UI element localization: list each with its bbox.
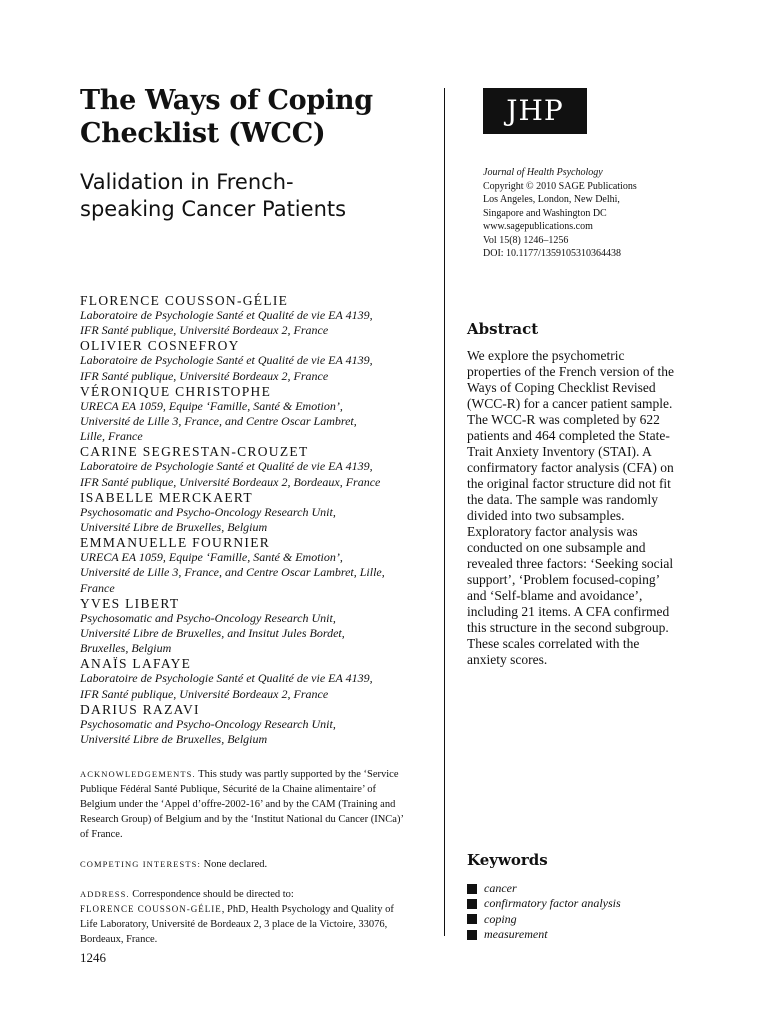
keyword-list xyxy=(467,881,703,942)
square-bullet-icon xyxy=(467,930,477,940)
affiliation-line: Université de Lille 3, France, and Centre Oscar Lambret, Lille, xyxy=(80,565,385,580)
affiliation-line: Psychosomatic and Psycho-Oncology Research Unit, xyxy=(80,716,336,731)
affiliation-line: Bruxelles, Belgium xyxy=(80,641,172,656)
keyword-item xyxy=(467,927,703,942)
affiliation-line: IFR Santé publique, Université Bordeaux 2, France xyxy=(80,686,329,701)
affiliation-line: IFR Santé publique, Université Bordeaux 2, France xyxy=(80,323,329,338)
author-list xyxy=(80,293,432,747)
author-entry xyxy=(80,490,432,535)
abstract-line: revealed three factors: ‘Seeking social xyxy=(467,556,674,571)
affiliation-line: Université Libre de Bruxelles, Belgium xyxy=(80,520,268,535)
affiliation-line: Laboratoire de Psychologie Santé et Qualité de vie EA 4139, xyxy=(80,308,373,322)
address-heading: ADDRESS. xyxy=(80,889,130,900)
correspondence-author: FLORENCE COUSSON-GÉLIE xyxy=(80,904,222,915)
affiliation-line: Université Libre de Bruxelles, Belgium xyxy=(80,732,268,747)
keyword-text: measurement xyxy=(484,926,548,941)
abstract-line: Ways of Coping Checklist Revised xyxy=(467,380,656,395)
abstract-section xyxy=(467,320,703,668)
article-title xyxy=(80,84,432,150)
journal-info-line: Vol 15(8) 1246–1256 xyxy=(483,234,569,246)
author-name: OLIVIER COSNEFROY xyxy=(80,338,240,354)
title-line: Checklist (WCC) xyxy=(80,118,326,149)
author-affiliation xyxy=(80,399,432,445)
abstract-text xyxy=(467,348,703,668)
abstract-line: The WCC-R was completed by 622 xyxy=(467,412,660,427)
affiliation-line: URECA EA 1059, Equipe ‘Famille, Santé & Emotion’, xyxy=(80,398,343,413)
acknowledgements-note xyxy=(80,767,432,842)
author-entry xyxy=(80,338,432,383)
author-name: DARIUS RAZAVI xyxy=(80,701,200,717)
journal-info-line: www.sagepublications.com xyxy=(483,221,593,232)
abstract-line: patients and 464 completed the State- xyxy=(467,428,670,443)
keywords-section xyxy=(467,851,703,942)
author-entry xyxy=(80,444,432,489)
abstract-line: the original factor structure did not fit xyxy=(467,476,671,491)
journal-info-line: DOI: 10.1177/1359105310364438 xyxy=(483,248,621,259)
abstract-line: divided into two subsamples. xyxy=(467,508,625,523)
column-divider xyxy=(444,88,445,936)
address-line: Life Laboratory, Université de Bordeaux 2, 3 place de la Victoire, 33076, xyxy=(80,919,388,931)
affiliation-line: Laboratoire de Psychologie Santé et Qualité de vie EA 4139, xyxy=(80,671,373,686)
author-entry xyxy=(80,535,432,596)
address-line: , PhD, Health Psychology and Quality of xyxy=(221,904,394,916)
article-notes xyxy=(80,767,432,947)
author-name: CARINE SEGRESTAN-CROUZET xyxy=(80,444,309,460)
affiliation-line: France xyxy=(80,580,115,595)
journal-logo: JHP xyxy=(483,88,587,134)
left-column xyxy=(80,84,432,962)
author-entry xyxy=(80,384,432,445)
abstract-line: We explore the psychometric xyxy=(467,348,625,363)
note-line: of France. xyxy=(80,829,123,841)
author-affiliation xyxy=(80,505,432,535)
author-name: FLORENCE COUSSON-GÉLIE xyxy=(80,293,289,308)
keyword-text: coping xyxy=(484,911,517,926)
abstract-line: These scales correlated with the xyxy=(467,636,640,651)
author-entry xyxy=(80,596,432,657)
address-note xyxy=(80,887,432,947)
author-affiliation xyxy=(80,550,432,596)
author-name: VÉRONIQUE CHRISTOPHE xyxy=(80,383,272,399)
abstract-line: (WCC-R) for a cancer patient sample. xyxy=(467,396,673,411)
abstract-heading: Abstract xyxy=(467,320,539,338)
square-bullet-icon xyxy=(467,899,477,909)
affiliation-line: IFR Santé publique, Université Bordeaux 2, Bordeaux, France xyxy=(80,474,381,489)
keyword-text: cancer xyxy=(484,881,517,895)
article-subtitle xyxy=(80,169,432,223)
address-line: Bordeaux, France. xyxy=(80,934,158,946)
affiliation-line: Psychosomatic and Psycho-Oncology Research Unit, xyxy=(80,504,336,519)
author-affiliation xyxy=(80,671,432,701)
author-name: YVES LIBERT xyxy=(80,595,180,611)
note-line: This study was partly supported by the ‘Service xyxy=(198,769,399,781)
title-line: The Ways of Coping xyxy=(80,85,373,116)
abstract-line: support’, ‘Problem focused-coping’ xyxy=(467,572,661,587)
competing-interests-heading: COMPETING INTERESTS: xyxy=(80,859,201,870)
subtitle-line: speaking Cancer Patients xyxy=(80,197,347,221)
page-number: 1246 xyxy=(80,950,106,965)
author-affiliation xyxy=(80,308,432,338)
keyword-item xyxy=(467,912,703,927)
affiliation-line: IFR Santé publique, Université Bordeaux 2, France xyxy=(80,368,329,383)
competing-interests-text: None declared. xyxy=(203,859,268,871)
author-affiliation xyxy=(80,353,432,383)
address-intro: Correspondence should be directed to: xyxy=(132,889,294,901)
affiliation-line: Université Libre de Bruxelles, and Insitut Jules Bordet, xyxy=(80,626,345,641)
note-line: Publique Fédéral Santé Publique, Sécurité de la Chaine alimentaire’ of xyxy=(80,784,377,796)
square-bullet-icon xyxy=(467,914,477,924)
abstract-line: properties of the French version of the xyxy=(467,364,674,379)
abstract-line: Trait Anxiety Inventory (STAI). A xyxy=(467,444,652,459)
affiliation-line: Université de Lille 3, France, and Centre Oscar Lambret, xyxy=(80,414,357,429)
subtitle-line: Validation in French- xyxy=(80,170,294,194)
journal-info-line: Los Angeles, London, New Delhi, xyxy=(483,194,620,205)
square-bullet-icon xyxy=(467,884,477,894)
author-affiliation xyxy=(80,611,432,657)
author-affiliation xyxy=(80,717,432,747)
keywords-heading: Keywords xyxy=(467,851,548,869)
journal-info-line: Singapore and Washington DC xyxy=(483,207,607,219)
author-entry xyxy=(80,656,432,701)
abstract-line: confirmatory factor analysis (CFA) on xyxy=(467,460,674,475)
keyword-item xyxy=(467,896,703,911)
abstract-line: Exploratory factor analysis was xyxy=(467,524,638,539)
affiliation-line: Laboratoire de Psychologie Santé et Qualité de vie EA 4139, xyxy=(80,353,373,368)
author-name: ISABELLE MERCKAERT xyxy=(80,489,253,505)
keyword-text: confirmatory factor analysis xyxy=(484,896,621,911)
competing-interests-note xyxy=(80,857,432,872)
abstract-line: conducted on one subsample and xyxy=(467,540,646,555)
abstract-line: including 21 items. A CFA confirmed xyxy=(467,604,670,619)
abstract-line: anxiety scores. xyxy=(467,652,548,667)
author-name: ANAÏS LAFAYE xyxy=(80,656,192,672)
keyword-item xyxy=(467,881,703,896)
note-line: Belgium under the ‘Appel d’offre-2002-16’ and by the CAM (Training and xyxy=(80,799,396,811)
journal-info-line: Copyright © 2010 SAGE Publications xyxy=(483,180,637,192)
author-entry xyxy=(80,702,432,747)
author-affiliation xyxy=(80,459,432,489)
affiliation-line: URECA EA 1059, Equipe ‘Famille, Santé & Emotion’, xyxy=(80,550,343,565)
right-column xyxy=(467,88,703,941)
abstract-line: the data. The sample was randomly xyxy=(467,492,658,507)
abstract-line: this structure in the second subgroup. xyxy=(467,620,669,635)
affiliation-line: Laboratoire de Psychologie Santé et Qualité de vie EA 4139, xyxy=(80,459,373,474)
journal-info xyxy=(483,166,703,261)
affiliation-line: Psychosomatic and Psycho-Oncology Research Unit, xyxy=(80,610,336,625)
acknowledgements-heading: ACKNOWLEDGEMENTS. xyxy=(80,769,196,780)
abstract-line: and ‘Self-blame and avoidance’, xyxy=(467,588,643,603)
note-line: Research Group) of Belgium and by the ‘Institut National du Cancer (INCa)’ xyxy=(80,814,404,826)
journal-name: Journal of Health Psychology xyxy=(483,167,603,178)
author-entry xyxy=(80,293,432,338)
author-name: EMMANUELLE FOURNIER xyxy=(80,535,271,551)
affiliation-line: Lille, France xyxy=(80,429,143,444)
